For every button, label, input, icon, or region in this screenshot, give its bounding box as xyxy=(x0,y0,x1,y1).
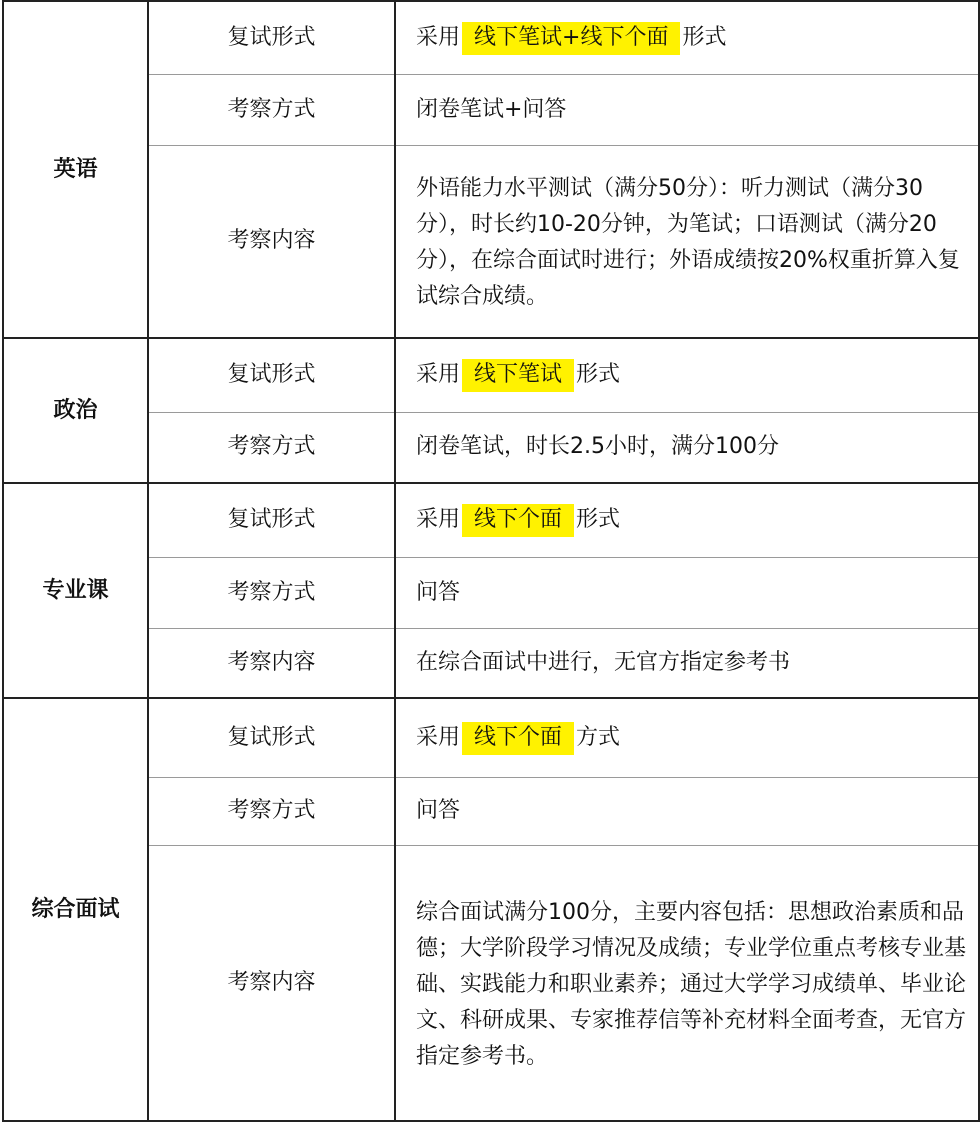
politics-form-detail xyxy=(395,338,979,412)
politics-method-row xyxy=(3,412,979,483)
subject-english: 英语 xyxy=(3,1,148,338)
form-suffix: 形式 xyxy=(576,362,621,388)
major-content-detail: 在综合面试中进行，无官方指定参考书 xyxy=(395,628,979,698)
aspect-content: 考察内容 xyxy=(148,845,395,1121)
subject-interview: 综合面试 xyxy=(3,698,148,1121)
politics-form-row xyxy=(3,338,979,412)
politics-method-detail: 闭卷笔试，时长2.5小时，满分100分 xyxy=(395,412,979,483)
retest-info-table-frame xyxy=(2,0,978,1112)
interview-method-row xyxy=(3,777,979,845)
major-method-detail: 问答 xyxy=(395,557,979,628)
interview-method-detail: 问答 xyxy=(395,777,979,845)
aspect-form: 复试形式 xyxy=(148,1,395,74)
interview-form-row xyxy=(3,698,979,777)
english-content-detail: 外语能力水平测试（满分50分）：听力测试（满分30分），时长约10-20分钟，为笔试；口语测试（满分20分），在综合面试时进行；外语成绩按20%权重折算入复试综合成绩。 xyxy=(395,145,979,338)
aspect-method: 考察方式 xyxy=(148,412,395,483)
aspect-method: 考察方式 xyxy=(148,557,395,628)
form-highlight: 线下个面 xyxy=(462,504,574,537)
subject-major: 专业课 xyxy=(3,483,148,698)
interview-form-detail xyxy=(395,698,979,777)
aspect-form: 复试形式 xyxy=(148,338,395,412)
major-form-detail xyxy=(395,483,979,557)
aspect-form: 复试形式 xyxy=(148,698,395,777)
form-prefix: 采用 xyxy=(416,724,461,750)
form-prefix: 采用 xyxy=(416,362,461,388)
form-highlight: 线下个面 xyxy=(462,722,574,755)
english-method-row xyxy=(3,74,979,145)
interview-content-row xyxy=(3,845,979,1121)
interview-content-detail: 综合面试满分100分，主要内容包括：思想政治素质和品德；大学阶段学习情况及成绩；专业学位重点考核专业基础、实践能力和职业素养；通过大学学习成绩单、毕业论文、科研成果、专家推荐信等补充材料全面考查，无官方指定参考书。 xyxy=(395,845,979,1121)
retest-info-table xyxy=(2,0,980,1122)
form-prefix: 采用 xyxy=(416,507,461,533)
major-content-row xyxy=(3,628,979,698)
major-form-row xyxy=(3,483,979,557)
english-content-row xyxy=(3,145,979,338)
form-prefix: 采用 xyxy=(416,24,461,50)
form-suffix: 形式 xyxy=(576,507,621,533)
english-method-detail: 闭卷笔试+问答 xyxy=(395,74,979,145)
aspect-content: 考察内容 xyxy=(148,145,395,338)
subject-politics: 政治 xyxy=(3,338,148,483)
form-suffix: 形式 xyxy=(682,24,727,50)
english-form-detail xyxy=(395,1,979,74)
aspect-method: 考察方式 xyxy=(148,74,395,145)
major-method-row xyxy=(3,557,979,628)
aspect-form: 复试形式 xyxy=(148,483,395,557)
english-form-row xyxy=(3,1,979,74)
aspect-method: 考察方式 xyxy=(148,777,395,845)
form-suffix: 方式 xyxy=(576,724,621,750)
aspect-content: 考察内容 xyxy=(148,628,395,698)
form-highlight: 线下笔试+线下个面 xyxy=(462,22,680,55)
form-highlight: 线下笔试 xyxy=(462,359,574,392)
